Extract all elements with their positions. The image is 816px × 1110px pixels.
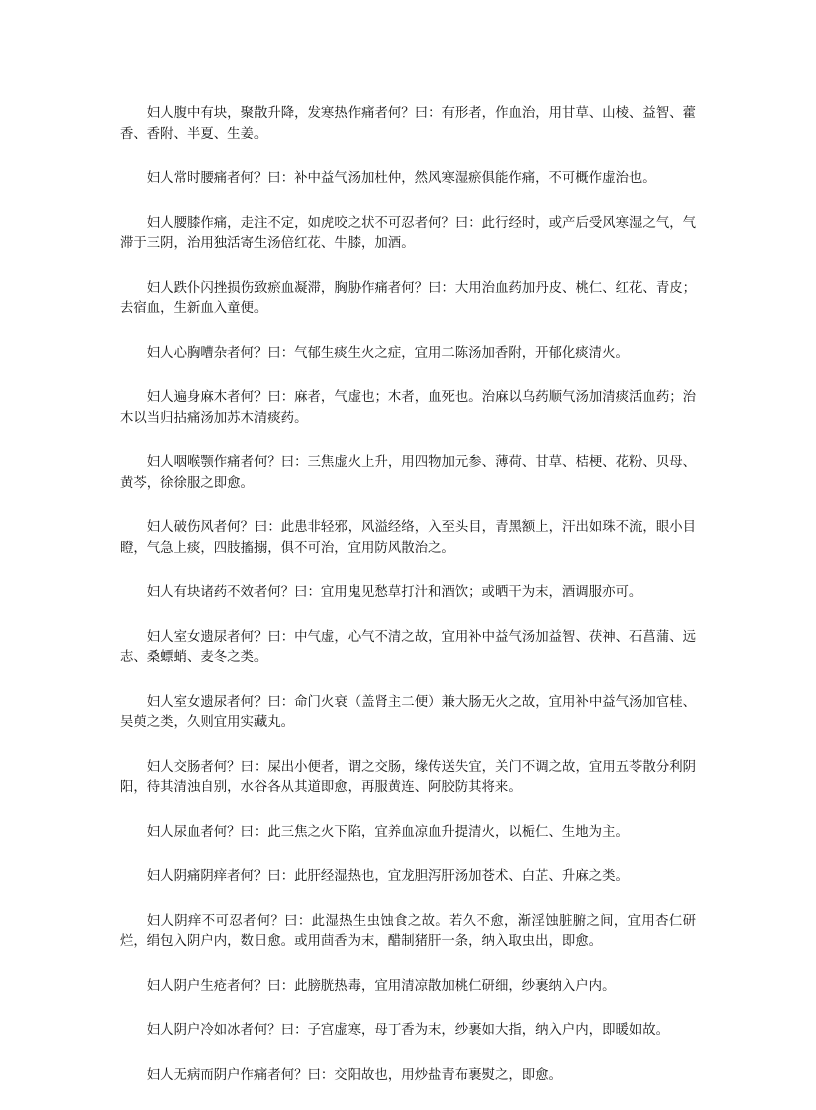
paragraph: 妇人交肠者何？曰：屎出小便者，谓之交肠，缘传送失宜，关门不调之故，宜用五苓散分利阴阳，待其清浊自别，水谷各从其道即愈，再服黄连、阿胶防其将来。: [120, 759, 696, 795]
paragraph: 妇人跌仆闪挫损伤致瘀血凝滞，胸胁作痛者何？曰：大用治血药加丹皮、桃仁、红花、青皮；去宿血，生新血入童便。: [120, 280, 696, 316]
paragraph: 妇人咽喉颚作痛者何？曰：三焦虚火上升，用四物加元参、薄荷、甘草、桔梗、花粉、贝母、黄芩，徐徐服之即愈。: [120, 455, 696, 491]
paragraph: 妇人腹中有块，聚散升降，发寒热作痛者何？曰：有形者，作血治，用甘草、山棱、益智、藿香、香附、半夏、生姜。: [120, 106, 696, 142]
paragraph: 妇人破伤风者何？曰：此患非轻邪，风溢经络，入至头目，青黑额上，汗出如珠不流，眼小目瞪，气急上痰，四肢搐搦，俱不可治，宜用防风散治之。: [120, 520, 696, 556]
paragraph: 妇人心胸嘈杂者何？曰：气郁生痰生火之症，宜用二陈汤加香附，开郁化痰清火。: [146, 345, 629, 361]
paragraph: 妇人尿血者何？曰：此三焦之火下陷，宜养血凉血升提清火，以栀仁、生地为主。: [146, 824, 629, 840]
paragraph: 妇人阴痒不可忍者何？曰：此湿热生虫蚀食之故。若久不愈，渐淫蚀脏腑之间，宜用杏仁研烂，绢包入阴户内，数日愈。或用茴香为末，醋制猪肝一条，纳入取虫出，即愈。: [120, 913, 696, 949]
paragraph: 妇人遍身麻木者何？曰：麻者，气虚也；木者，血死也。治麻以乌药顺气汤加清痰活血药；治木以当归拈痛汤加苏木清痰药。: [120, 390, 696, 426]
paragraph: 妇人常时腰痛者何？曰：补中益气汤加杜仲，然风寒湿瘀俱能作痛，不可概作虚治也。: [146, 171, 656, 186]
paragraph: 妇人无病而阴户作痛者何？曰：交阳故也，用炒盐青布裹熨之，即愈。: [146, 1067, 562, 1083]
paragraph: 妇人腰膝作痛，走注不定，如虎咬之状不可忍者何？曰：此行经时，或产后受风寒湿之气，气滞于三阴，治用独活寄生汤倍红花、牛膝，加酒。: [120, 215, 696, 251]
paragraph: 妇人有块诸药不效者何？曰：宜用鬼见愁草打汁和酒饮；或晒干为末，酒调服亦可。: [146, 585, 643, 600]
paragraph: 妇人室女遗尿者何？曰：命门火衰（盖肾主二便）兼大肠无火之故，宜用补中益气汤加官桂、吴萸之类，久则宜用实藏丸。: [120, 694, 696, 730]
paragraph: 妇人阴户生疮者何？曰：此膀胱热毒，宜用清凉散加桃仁研细，纱裹纳入户内。: [146, 978, 616, 994]
paragraph: 妇人阴户冷如冰者何？曰：子宫虚寒，母丁香为末，纱裹如大指，纳入户内，即暖如故。: [146, 1023, 670, 1038]
document-body: [120, 104, 696, 1110]
paragraph: 妇人阴痛阴痒者何？曰：此肝经湿热也，宜龙胆泻肝汤加苍术、白芷、升麻之类。: [146, 869, 629, 884]
paragraph: 妇人室女遗尿者何？曰：中气虚，心气不清之故，宜用补中益气汤加益智、茯神、石菖蒲、远志、桑螵蛸、麦冬之类。: [120, 629, 696, 665]
